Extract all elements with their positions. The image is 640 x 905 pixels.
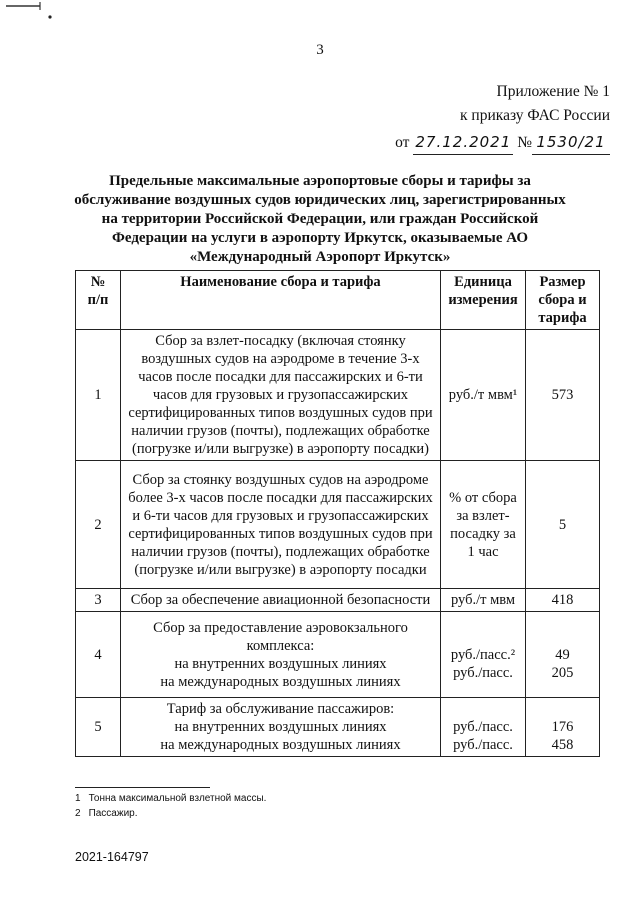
order-date: 27.12.2021 <box>413 130 513 155</box>
footnote-separator <box>75 787 210 788</box>
document-title: Предельные максимальные аэропортовые сборы и тарифы за обслуживание воздушных судов юридических лиц, зарегистрированных на территории Российской Федерации, или граждан Российской Федерации на услуги в аэропорту Иркутск, оказываемые АО «Международный Аэропорт Иркутск» <box>74 173 566 265</box>
row-name: Тариф за обслуживание пассажиров: на внутренних воздушных линиях на международных воздушных линиях <box>121 698 441 757</box>
footnote-text: Пассажир. <box>88 808 138 819</box>
table-header-row <box>76 271 600 330</box>
header-unit: Единица измерения <box>441 271 526 330</box>
row-value: 418 <box>526 589 600 612</box>
row-name: Сбор за стоянку воздушных судов на аэродроме более 3-х часов после посадки для пассажирских и 6-ти часов для грузовых и грузопассажирских сертифицированных типов воздушных судов при наличии грузов (почты), подлежащих обработке (погрузке и/или выгрузке) в аэропорту посадки <box>121 461 441 589</box>
header-number: № п/п <box>76 271 121 330</box>
row-value: 176 458 <box>526 698 600 757</box>
corner-mark <box>0 0 60 22</box>
annex-block <box>395 80 610 155</box>
order-prefix: от <box>395 134 410 151</box>
footnote-number: 1 <box>75 793 81 804</box>
order-number-prefix: № <box>517 134 532 151</box>
footnote <box>75 806 266 821</box>
order-line <box>395 130 610 155</box>
row-value: 573 <box>526 330 600 461</box>
annex-title: Приложение № 1 <box>496 83 610 100</box>
page-number: 3 <box>316 42 324 58</box>
footnote-number: 2 <box>75 808 81 819</box>
document-id: 2021-164797 <box>75 850 149 864</box>
row-name: Сбор за взлет-посадку (включая стоянку воздушных судов на аэродроме в течение 3-х часов после посадки для пассажирских и 6-ти часов для грузовых и грузопассажирских сертифицированных типов воздушных судов при наличии грузов (почты), подлежащих обработке (погрузке и/или выгрузке) в аэропорту посадки) <box>121 330 441 461</box>
footnote-text: Тонна максимальной взлетной массы. <box>88 793 267 804</box>
annex-subtitle: к приказу ФАС России <box>460 107 610 124</box>
row-unit: % от сбора за взлет- посадку за 1 час <box>441 461 526 589</box>
table-row <box>76 461 600 589</box>
row-unit: руб./т мвм <box>441 589 526 612</box>
table-row <box>76 589 600 612</box>
order-number: 1530/21 <box>532 130 610 155</box>
row-unit: руб./пасс.² руб./пасс. <box>441 612 526 698</box>
table-row <box>76 330 600 461</box>
row-number: 1 <box>76 330 121 461</box>
row-number: 4 <box>76 612 121 698</box>
row-number: 2 <box>76 461 121 589</box>
header-value: Размер сбора и тарифа <box>526 271 600 330</box>
row-value: 49 205 <box>526 612 600 698</box>
row-value: 5 <box>526 461 600 589</box>
row-unit: руб./пасс. руб./пасс. <box>441 698 526 757</box>
footnote <box>75 791 266 806</box>
row-number: 5 <box>76 698 121 757</box>
header-name: Наименование сбора и тарифа <box>121 271 441 330</box>
row-name: Сбор за обеспечение авиационной безопасности <box>121 589 441 612</box>
footnotes <box>75 791 266 821</box>
table-row <box>76 612 600 698</box>
row-number: 3 <box>76 589 121 612</box>
row-unit: руб./т мвм¹ <box>441 330 526 461</box>
tariffs-table <box>75 270 600 757</box>
row-name: Сбор за предоставление аэровокзального комплекса: на внутренних воздушных линиях на международных воздушных линиях <box>121 612 441 698</box>
table-row <box>76 698 600 757</box>
